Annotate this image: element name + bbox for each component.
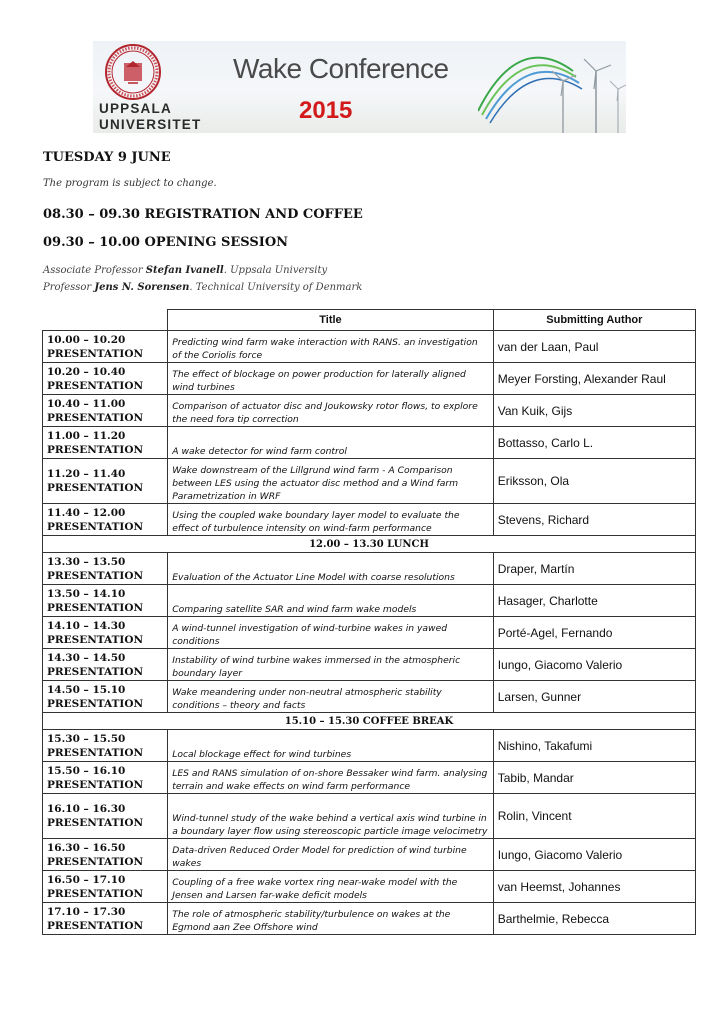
table-row [43,649,696,681]
time-slot: 14.10 – 14.30 [47,619,126,632]
session-type: PRESENTATION [47,778,144,791]
talk-title: Evaluation of the Actuator Line Model with coarse resolutions [168,553,493,585]
time-slot: 11.40 – 12.00 [47,506,126,519]
talk-title: Coupling of a free wake vortex ring near-wake model with the Jensen and Larsen far-wake deficit models [168,871,493,903]
submitting-author: Rolin, Vincent [493,794,695,839]
submitting-author: Meyer Forsting, Alexander Raul [493,363,695,395]
speaker-role: Professor [43,282,92,293]
talk-title: Instability of wind turbine wakes immersed in the atmospheric boundary layer [168,649,493,681]
time-slot: 10.20 – 10.40 [47,365,126,378]
submitting-author: Barthelmie, Rebecca [493,903,695,935]
submitting-author: Nishino, Takafumi [493,730,695,762]
time-slot: 14.50 – 15.10 [47,683,126,696]
conference-year: 2015 [299,97,353,124]
time-cell [43,839,168,871]
time-cell [43,553,168,585]
university-name-line1: UPPSALA [99,101,172,116]
session-type: PRESENTATION [47,665,144,678]
talk-title: The role of atmospheric stability/turbulence on wakes at the Egmond aan Zee Offshore wind [168,903,493,935]
table-row [43,617,696,649]
table-row [43,363,696,395]
time-cell [43,617,168,649]
session-type: PRESENTATION [47,746,144,759]
time-slot: 15.30 – 15.50 [47,732,126,745]
time-cell [43,871,168,903]
table-row [43,553,696,585]
time-slot: 15.50 – 16.10 [47,764,126,777]
table-row [43,331,696,363]
conference-name: Wake Conference [233,53,449,84]
time-slot: 10.00 – 10.20 [47,333,126,346]
time-cell [43,504,168,536]
table-row [43,871,696,903]
talk-title: A wake detector for wind farm control [168,427,493,459]
time-cell [43,762,168,794]
table-header-row [43,310,696,331]
break-label: 15.10 – 15.30 COFFEE BREAK [43,713,696,730]
registration-heading: 08.30 – 09.30 REGISTRATION AND COFFEE [43,207,363,222]
submitting-author: van Heemst, Johannes [493,871,695,903]
talk-title: A wind-tunnel investigation of wind-turbine wakes in yawed conditions [168,617,493,649]
session-type: PRESENTATION [47,379,144,392]
table-row [43,730,696,762]
time-slot: 14.30 – 14.50 [47,651,126,664]
talk-title: Comparison of actuator disc and Joukowsky rotor flows, to explore the need fora tip correction [168,395,493,427]
session-type: PRESENTATION [47,443,144,456]
time-slot: 16.50 – 17.10 [47,873,126,886]
time-cell [43,794,168,839]
session-type: PRESENTATION [47,633,144,646]
program-table-body [43,331,696,935]
table-row [43,762,696,794]
talk-title: Using the coupled wake boundary layer model to evaluate the effect of turbulence intensity on wind-farm performance [168,504,493,536]
break-row [43,536,696,553]
session-type: PRESENTATION [47,520,144,533]
talk-title: Data-driven Reduced Order Model for prediction of wind turbine wakes [168,839,493,871]
talk-title: Comparing satellite SAR and wind farm wake models [168,585,493,617]
time-slot: 16.30 – 16.50 [47,841,126,854]
program-notice: The program is subject to change. [43,178,217,189]
table-row [43,459,696,504]
session-type: PRESENTATION [47,569,144,582]
header-author: Submitting Author [493,310,695,331]
submitting-author: Tabib, Mandar [493,762,695,794]
session-type: PRESENTATION [47,601,144,614]
talk-title: Local blockage effect for wind turbines [168,730,493,762]
time-cell [43,331,168,363]
table-row [43,903,696,935]
conference-banner [93,41,626,133]
opening-session-heading: 09.30 – 10.00 OPENING SESSION [43,235,289,250]
submitting-author: Hasager, Charlotte [493,585,695,617]
submitting-author: Porté-Agel, Fernando [493,617,695,649]
time-slot: 16.10 – 16.30 [47,803,126,815]
break-label: 12.00 – 13.30 LUNCH [43,536,696,553]
table-row [43,585,696,617]
day-title: TUESDAY 9 JUNE [43,150,171,165]
speaker-affiliation: . Uppsala University [223,265,328,276]
opening-speaker [43,282,362,293]
submitting-author: Larsen, Gunner [493,681,695,713]
submitting-author: Eriksson, Ola [493,459,695,504]
submitting-author: Iungo, Giacomo Valerio [493,839,695,871]
table-row [43,794,696,839]
time-cell [43,649,168,681]
talk-title: Wake meandering under non-neutral atmospheric stability conditions – theory and facts [168,681,493,713]
session-type: PRESENTATION [47,817,144,829]
session-type: PRESENTATION [47,855,144,868]
submitting-author: van der Laan, Paul [493,331,695,363]
time-cell [43,427,168,459]
time-cell [43,903,168,935]
time-slot: 11.00 – 11.20 [47,429,126,442]
session-type: PRESENTATION [47,411,144,424]
session-type: PRESENTATION [47,697,144,710]
time-cell [43,363,168,395]
university-name-line2: UNIVERSITET [99,117,202,132]
talk-title: Predicting wind farm wake interaction with RANS. an investigation of the Coriolis force [168,331,493,363]
table-row [43,839,696,871]
header-time-cell [43,310,168,331]
session-type: PRESENTATION [47,919,144,932]
time-cell [43,585,168,617]
opening-speaker [43,265,327,276]
time-slot: 10.40 – 11.00 [47,397,126,410]
submitting-author: Draper, Martín [493,553,695,585]
talk-title: LES and RANS simulation of on-shore Bessaker wind farm. analysing terrain and wake effects on wind farm performance [168,762,493,794]
session-type: PRESENTATION [47,482,144,494]
table-row [43,504,696,536]
time-slot: 13.50 – 14.10 [47,587,126,600]
header-title: Title [168,310,493,331]
time-cell [43,730,168,762]
break-row [43,713,696,730]
table-row [43,427,696,459]
wind-turbines-illustration [478,41,626,133]
time-cell [43,395,168,427]
submitting-author: Bottasso, Carlo L. [493,427,695,459]
speaker-affiliation: . Technical University of Denmark [189,282,363,293]
time-slot: 17.10 – 17.30 [47,905,126,918]
submitting-author: Stevens, Richard [493,504,695,536]
time-slot: 13.30 – 13.50 [47,555,126,568]
submitting-author: Van Kuik, Gijs [493,395,695,427]
speaker-name: Jens N. Sorensen [94,282,190,293]
program-table [42,309,696,935]
talk-title: Wake downstream of the Lillgrund wind farm - A Comparison between LES using the actuator disc method and a Wind farm Parametrization in WRF [168,459,493,504]
time-cell [43,459,168,504]
table-row [43,395,696,427]
table-row [43,681,696,713]
time-slot: 11.20 – 11.40 [47,468,126,480]
session-type: PRESENTATION [47,347,144,360]
speaker-name: Stefan Ivanell [145,265,224,276]
speaker-role: Associate Professor [43,265,143,276]
university-seal-logo [104,43,162,101]
time-cell [43,681,168,713]
submitting-author: Iungo, Giacomo Valerio [493,649,695,681]
session-type: PRESENTATION [47,887,144,900]
talk-title: Wind-tunnel study of the wake behind a vertical axis wind turbine in a boundary layer flow using stereoscopic particle image velocimetry [168,794,493,839]
talk-title: The effect of blockage on power production for laterally aligned wind turbines [168,363,493,395]
